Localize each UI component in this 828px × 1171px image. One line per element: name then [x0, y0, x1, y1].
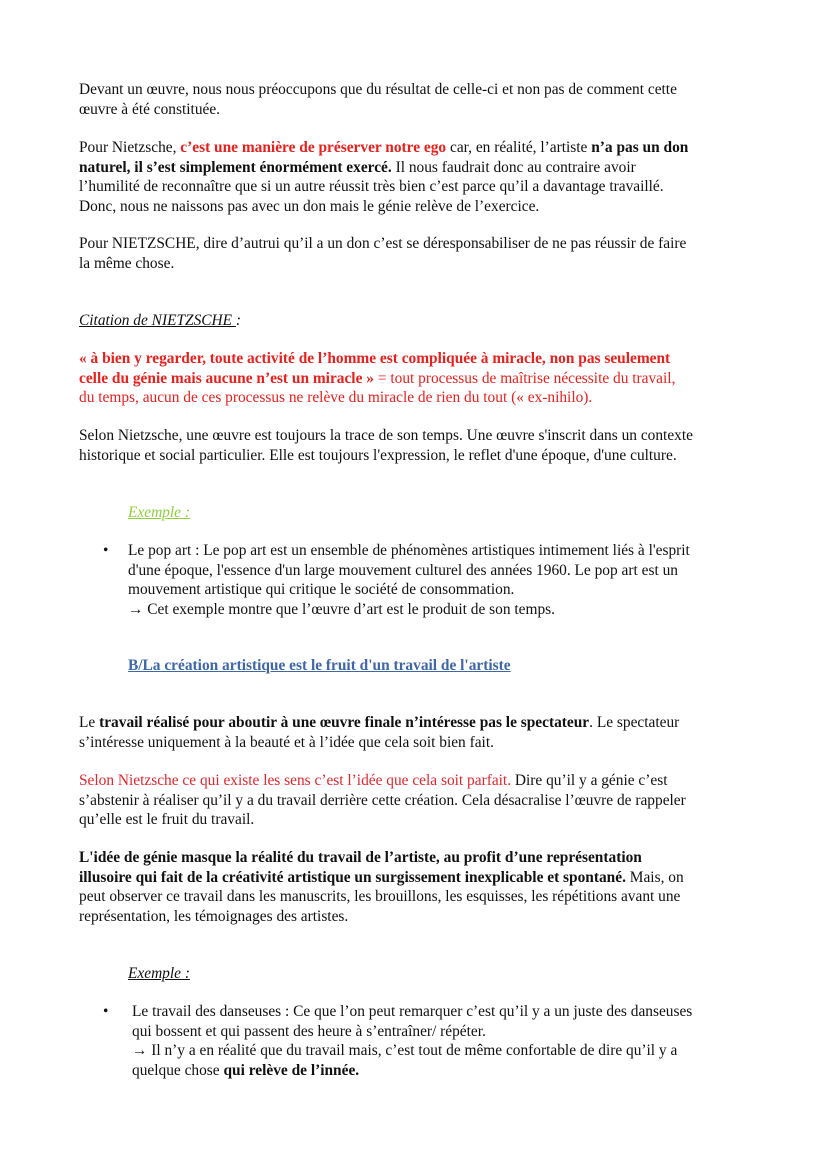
- text-line: Le pop art : Le pop art est un ensemble de phénomènes artistiques intimement liés à l'esprit: [128, 542, 690, 559]
- text-line: [79, 714, 679, 731]
- bold-span: travail réalisé pour aboutir à une œuvre finale n’intéresse pas le spectateur: [99, 714, 590, 731]
- highlight-red: Selon Nietzsche ce qui existe les sens c’est l’idée que cela soit parfait.: [79, 772, 512, 789]
- text-line: s’intéresse uniquement à la beauté et à l’idée que cela soit bien fait.: [79, 733, 494, 751]
- colon: :: [235, 312, 242, 329]
- text-line: peut observer ce travail dans les manuscrits, les brouillons, les esquisses, les répétitions avant une: [79, 888, 681, 906]
- text-span: Dire qu’il y a génie c’est: [511, 772, 668, 789]
- bold-span: illusoire qui fait de la créativité artistique un surgissement inexplicable et spontané.: [79, 868, 626, 886]
- example-heading-1: [128, 503, 748, 523]
- text-span: Le: [79, 714, 100, 731]
- section-title: B/La création artistique est le fruit d'un travail de l'artiste: [128, 657, 511, 674]
- text-line: Devant un œuvre, nous nous préoccupons que du résultat de celle-ci et non pas de comment cette: [79, 81, 677, 98]
- text-line: la même chose.: [79, 254, 175, 272]
- bold-line: L'idée de génie masque la réalité du travail de l’artiste, au profit d’une représentation: [79, 849, 642, 866]
- text-line: représentation, les témoignages des artistes.: [79, 907, 349, 925]
- paragraph-spectateur: [79, 713, 749, 752]
- example-title: Exemple :: [128, 504, 190, 521]
- bold-span: naturel, il s’est simplement énormément exercé.: [79, 158, 392, 176]
- text-line: Pour NIETZSCHE, dire d’autrui qu’il a un don c’est se déresponsabiliser de ne pas réussir de faire: [79, 235, 687, 252]
- text-span: Mais, on: [625, 868, 684, 886]
- text-line: qu’elle est le fruit du travail.: [79, 811, 255, 829]
- example-title: Exemple :: [128, 965, 190, 982]
- text-line: d'une époque, l'essence d'un large mouvement culturel des années 1960. Le pop art est un: [128, 561, 678, 579]
- text-line: qui bossent et qui passent des heure à s’entraîner/ répéter.: [132, 1022, 486, 1040]
- section-b-heading: [128, 656, 748, 676]
- example-danseuses: [132, 1002, 752, 1080]
- highlight-red: c’est une manière de préserver notre ego: [180, 139, 447, 156]
- text-line: Le travail des danseuses : Ce que l’on peut remarquer c’est qu’il y a un juste des danseuses: [132, 1003, 693, 1020]
- text-line: [132, 1062, 359, 1079]
- example-heading-2: [128, 964, 748, 984]
- text-line: Selon Nietzsche, une œuvre est toujours la trace de son temps. Une œuvre s'inscrit dans un contexte: [79, 427, 693, 444]
- text-line: [79, 139, 688, 156]
- text-line: [79, 370, 675, 387]
- text-line: œuvre à été constituée.: [79, 100, 221, 118]
- text-span: Pour Nietzsche,: [79, 139, 181, 156]
- text-line: [79, 869, 684, 886]
- citation-heading: [79, 311, 749, 331]
- text-line: → Cet exemple montre que l’œuvre d’art est le produit de son temps.: [128, 600, 555, 618]
- paragraph-genie-masque: [79, 848, 749, 926]
- text-span: . Le spectateur: [589, 714, 680, 731]
- text-span: = tout processus de maîtrise nécessite du travail,: [373, 369, 676, 387]
- bold-span: n’a pas un don: [591, 139, 689, 156]
- bullet-icon: •: [103, 1003, 109, 1020]
- example-pop-art: [128, 541, 748, 619]
- text-line: → Il n’y a en réalité que du travail mais, c’est tout de même confortable de dire qu’il y a: [132, 1042, 678, 1060]
- citation-title: Citation de NIETZSCHE: [79, 312, 236, 329]
- text-span: car, en réalité, l’artiste: [446, 139, 592, 156]
- text-line: [79, 772, 667, 789]
- nietzsche-quote: [79, 349, 749, 408]
- quote-line: « à bien y regarder, toute activité de l’homme est compliquée à miracle, non pas seulement: [79, 350, 671, 367]
- text-line: mouvement artistique qui critique le société de consommation.: [128, 581, 515, 599]
- paragraph-intro: [79, 80, 749, 119]
- bullet-icon: •: [103, 542, 109, 559]
- paragraph-parfait: [79, 771, 749, 830]
- bold-span: qui relève de l’innée.: [223, 1061, 360, 1079]
- paragraph-responsabilite: [79, 234, 749, 273]
- text-span: Il nous faudrait donc au contraire avoir: [391, 158, 636, 176]
- quote-line: celle du génie mais aucune n’est un miracle »: [79, 369, 374, 387]
- text-line: historique et social particulier. Elle est toujours l'expression, le reflet d'une époque, d'une culture.: [79, 446, 677, 464]
- text-span: quelque chose: [132, 1061, 224, 1079]
- text-line: s’abstenir à réaliser qu’il y a du travail derrière cette création. Cela désacralise l’œuvre de rappeler: [79, 791, 686, 809]
- paragraph-nietzsche-ego: [79, 138, 749, 216]
- text-line: [79, 159, 636, 176]
- text-line: l’humilité de reconnaître que si un autre réussit très bien c’est parce qu’il a davantage travaillé.: [79, 178, 664, 196]
- paragraph-trace-temps: [79, 426, 749, 465]
- text-line: Donc, nous ne naissons pas avec un don mais le génie relève de l’exercice.: [79, 197, 540, 215]
- text-line: du temps, aucun de ces processus ne relève du miracle de rien du tout (« ex-nihilo).: [79, 389, 593, 407]
